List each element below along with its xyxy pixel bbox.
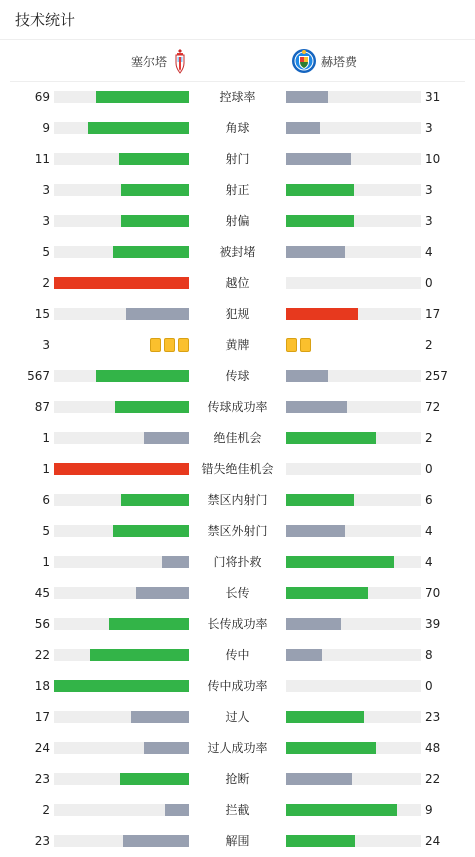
away-bar-track (286, 525, 421, 537)
home-value: 567 (27, 369, 50, 383)
stat-label: 射正 (225, 183, 250, 197)
getafe-crest-icon (291, 48, 317, 74)
away-value: 23 (425, 710, 441, 724)
stat-label: 拦截 (225, 803, 250, 817)
home-bar-fill (123, 835, 189, 847)
away-value: 22 (425, 772, 441, 786)
stat-label: 射门 (225, 152, 250, 166)
celta-crest-icon (173, 48, 187, 74)
away-bar-track (286, 370, 421, 382)
stat-row (0, 516, 475, 547)
page-title: 技术统计 (15, 11, 76, 29)
away-bar-track (286, 711, 421, 723)
home-value: 9 (42, 121, 50, 135)
home-value: 6 (42, 493, 50, 507)
away-bar-track (286, 184, 421, 196)
stat-row (0, 268, 475, 299)
away-bar-fill (286, 649, 322, 661)
home-bar-fill (109, 618, 189, 630)
away-value: 2 (425, 431, 433, 445)
stat-row (0, 454, 475, 485)
home-value: 22 (34, 648, 50, 662)
home-value: 23 (34, 772, 50, 786)
away-bar-fill (286, 525, 345, 537)
stat-row (0, 702, 475, 733)
stat-row (0, 330, 475, 361)
away-bar-fill (286, 370, 328, 382)
home-bar-track (54, 835, 189, 847)
home-value: 5 (42, 245, 50, 259)
stat-label: 射偏 (225, 214, 250, 228)
away-bar-track (286, 587, 421, 599)
home-bar-track (54, 153, 189, 165)
away-bar-fill (286, 556, 394, 568)
home-bar-track (54, 494, 189, 506)
stat-row (0, 547, 475, 578)
yellow-card-icon (164, 338, 175, 352)
away-bar-fill (286, 184, 354, 196)
home-bar-track (54, 246, 189, 258)
home-bar-fill (88, 122, 189, 134)
home-bar-fill (120, 773, 189, 785)
home-bar-fill (113, 246, 189, 258)
stat-row (0, 640, 475, 671)
away-bar-fill (286, 432, 376, 444)
home-value: 2 (42, 276, 50, 290)
home-bar-track (54, 122, 189, 134)
home-team-name: 塞尔塔 (130, 54, 167, 69)
home-team[interactable] (131, 41, 187, 81)
stat-label: 控球率 (219, 90, 256, 104)
stat-label: 解围 (225, 834, 250, 848)
home-value: 69 (34, 90, 50, 104)
stat-label: 越位 (225, 276, 250, 290)
home-value: 1 (42, 431, 50, 445)
stat-row (0, 299, 475, 330)
stat-row (0, 671, 475, 702)
home-bar-fill (144, 432, 189, 444)
home-bar-track (54, 91, 189, 103)
home-value: 56 (34, 617, 50, 631)
away-bar-fill (286, 122, 320, 134)
home-bar-fill (119, 153, 189, 165)
away-bar-track (286, 804, 421, 816)
away-value: 0 (425, 276, 433, 290)
home-bar-fill (54, 680, 189, 692)
home-bar-fill (90, 649, 189, 661)
home-bar-track (54, 649, 189, 661)
home-bar-track (54, 556, 189, 568)
stat-row (0, 578, 475, 609)
home-value: 5 (42, 524, 50, 538)
away-value: 4 (425, 245, 433, 259)
yellow-card-icon (300, 338, 311, 352)
stat-row (0, 826, 475, 857)
stat-label: 长传成功率 (207, 617, 268, 631)
stat-label: 过人 (225, 710, 250, 724)
home-bar-fill (54, 463, 189, 475)
stat-label: 传中成功率 (207, 679, 268, 693)
home-value: 15 (34, 307, 50, 321)
away-bar-fill (286, 153, 351, 165)
stat-row (0, 485, 475, 516)
away-value: 31 (425, 90, 441, 104)
away-bar-track (286, 91, 421, 103)
stat-label: 犯规 (225, 307, 250, 321)
away-value: 3 (425, 214, 433, 228)
home-bar-fill (121, 215, 189, 227)
stat-label: 抢断 (225, 772, 250, 786)
away-bar-fill (286, 742, 376, 754)
away-value: 70 (425, 586, 441, 600)
home-bar-fill (121, 494, 189, 506)
home-bar-track (54, 463, 189, 475)
away-team-name: 赫塔费 (321, 54, 358, 69)
home-value: 2 (42, 803, 50, 817)
stat-row (0, 609, 475, 640)
away-bar-fill (286, 494, 354, 506)
stat-row (0, 733, 475, 764)
home-value: 45 (34, 586, 50, 600)
stat-row (0, 113, 475, 144)
away-value: 72 (425, 400, 441, 414)
away-value: 48 (425, 741, 441, 755)
away-bar-track (286, 773, 421, 785)
home-value: 17 (34, 710, 50, 724)
home-bar-fill (136, 587, 189, 599)
away-value: 2 (425, 338, 433, 352)
away-value: 257 (425, 369, 448, 383)
stat-row (0, 423, 475, 454)
home-bar-fill (113, 525, 189, 537)
away-value: 24 (425, 834, 441, 848)
stat-row (0, 206, 475, 237)
away-bar-track (286, 618, 421, 630)
home-bar-track (54, 277, 189, 289)
home-bar-fill (121, 184, 189, 196)
stat-row (0, 392, 475, 423)
away-bar-track (286, 153, 421, 165)
away-value: 10 (425, 152, 441, 166)
home-bar-track (54, 680, 189, 692)
stat-row (0, 237, 475, 268)
away-bar-track (286, 649, 421, 661)
away-bar-fill (286, 587, 368, 599)
home-bar-track (54, 804, 189, 816)
away-bar-fill (286, 618, 341, 630)
away-bar-fill (286, 246, 345, 258)
home-bar-track (54, 184, 189, 196)
home-bar-fill (96, 91, 189, 103)
stat-label: 角球 (225, 121, 250, 135)
team-header-row (10, 41, 465, 82)
home-bar-track (54, 587, 189, 599)
away-bar-track (286, 556, 421, 568)
stats-header (0, 0, 475, 40)
home-value: 1 (42, 462, 50, 476)
stat-label: 错失绝佳机会 (201, 462, 274, 476)
home-value: 23 (34, 834, 50, 848)
away-bar-track (286, 277, 421, 289)
away-bar-track (286, 680, 421, 692)
home-value: 3 (42, 214, 50, 228)
away-bar-track (286, 246, 421, 258)
home-bar-fill (96, 370, 189, 382)
away-value: 9 (425, 803, 433, 817)
away-value: 4 (425, 524, 433, 538)
stat-label: 禁区内射门 (207, 493, 268, 507)
home-value: 24 (34, 741, 50, 755)
yellow-card-icon (178, 338, 189, 352)
home-bar-fill (144, 742, 189, 754)
away-yellow-cards (286, 338, 311, 352)
home-bar-track (54, 742, 189, 754)
home-bar-track (54, 618, 189, 630)
away-team[interactable] (291, 41, 357, 81)
stat-row (0, 795, 475, 826)
stat-label: 绝佳机会 (213, 431, 262, 445)
away-bar-fill (286, 711, 364, 723)
stat-label: 传球成功率 (207, 400, 268, 414)
away-value: 6 (425, 493, 433, 507)
home-bar-fill (162, 556, 189, 568)
home-bar-fill (126, 308, 189, 320)
away-bar-track (286, 122, 421, 134)
stat-row (0, 361, 475, 392)
home-value: 87 (34, 400, 50, 414)
away-value: 3 (425, 183, 433, 197)
home-value: 11 (34, 152, 50, 166)
stat-label: 长传 (225, 586, 250, 600)
yellow-card-icon (150, 338, 161, 352)
home-value: 1 (42, 555, 50, 569)
stat-row (0, 764, 475, 795)
stat-label: 黄牌 (225, 338, 250, 352)
away-bar-fill (286, 91, 328, 103)
away-value: 0 (425, 462, 433, 476)
stat-label: 门将扑救 (213, 555, 262, 569)
home-bar-track (54, 773, 189, 785)
away-value: 0 (425, 679, 433, 693)
stats-list (0, 82, 475, 857)
away-bar-fill (286, 308, 358, 320)
stat-row (0, 175, 475, 206)
away-bar-track (286, 308, 421, 320)
away-bar-track (286, 215, 421, 227)
home-bar-fill (165, 804, 189, 816)
home-bar-track (54, 432, 189, 444)
away-value: 8 (425, 648, 433, 662)
away-bar-track (286, 742, 421, 754)
stat-label: 传中 (225, 648, 250, 662)
away-bar-track (286, 835, 421, 847)
home-bar-fill (115, 401, 189, 413)
home-bar-track (54, 215, 189, 227)
away-value: 39 (425, 617, 441, 631)
away-value: 17 (425, 307, 441, 321)
home-bar-track (54, 370, 189, 382)
home-bar-fill (54, 277, 189, 289)
away-bar-track (286, 432, 421, 444)
home-yellow-cards (150, 338, 189, 352)
away-bar-track (286, 401, 421, 413)
home-value: 18 (34, 679, 50, 693)
home-bar-track (54, 525, 189, 537)
away-bar-fill (286, 773, 352, 785)
away-bar-track (286, 463, 421, 475)
stat-label: 被封堵 (219, 245, 256, 259)
home-value: 3 (42, 338, 50, 352)
home-bar-track (54, 308, 189, 320)
away-bar-fill (286, 215, 354, 227)
away-bar-fill (286, 804, 397, 816)
home-bar-track (54, 401, 189, 413)
stat-label: 过人成功率 (207, 741, 268, 755)
stat-row (0, 82, 475, 113)
home-value: 3 (42, 183, 50, 197)
away-bar-track (286, 494, 421, 506)
away-value: 4 (425, 555, 433, 569)
stat-label: 传球 (225, 369, 250, 383)
stat-row (0, 144, 475, 175)
yellow-card-icon (286, 338, 297, 352)
away-value: 3 (425, 121, 433, 135)
away-bar-fill (286, 401, 347, 413)
home-bar-track (54, 711, 189, 723)
home-bar-fill (131, 711, 189, 723)
stat-label: 禁区外射门 (207, 524, 268, 538)
away-bar-fill (286, 835, 355, 847)
